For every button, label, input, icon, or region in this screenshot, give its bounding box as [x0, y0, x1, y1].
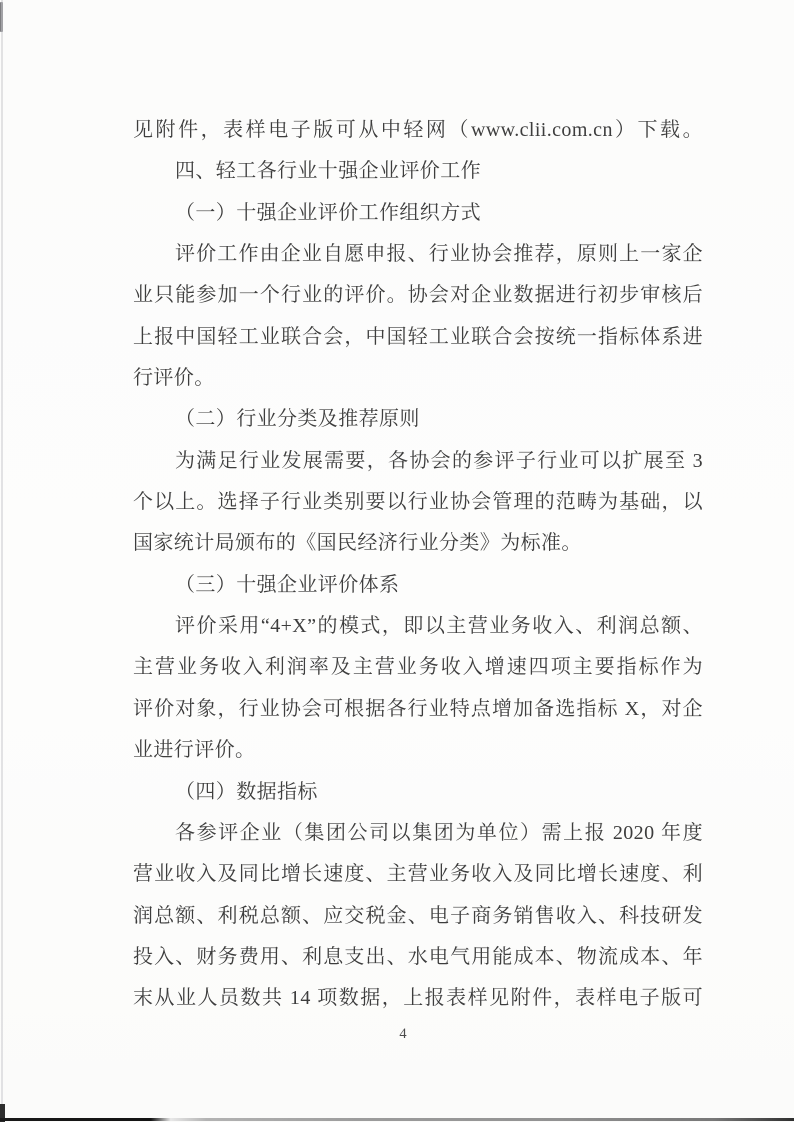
- text-line: 评价工作由企业自愿申报、行业协会推荐，原则上一家企: [175, 243, 703, 266]
- text-line: 主营业务收入利润率及主营业务收入增速四项主要指标作为: [133, 656, 703, 679]
- text-line: 为满足行业发展需要，各协会的参评子行业可以扩展至 3: [175, 449, 703, 472]
- text-line: 末从业人员数共 14 项数据，上报表样见附件，表样电子版可: [133, 987, 703, 1010]
- text-line: 润总额、利税总额、应交税金、电子商务销售收入、科技研发: [133, 904, 703, 927]
- text-line: （三）十强企业评价体系: [175, 573, 400, 596]
- text-line: 见附件，表样电子版可从中轻网（www.clii.com.cn）下载。: [133, 119, 703, 141]
- page-number: 4: [399, 1026, 407, 1042]
- text-line: 行评价。: [133, 367, 215, 390]
- text-line: （四）数据指标: [175, 780, 318, 803]
- text-line: （二）行业分类及推荐原则: [175, 408, 420, 431]
- text-line: 上报中国轻工业联合会，中国轻工业联合会按统一指标体系进: [133, 325, 703, 348]
- text-line: 评价对象，行业协会可根据各行业特点增加备选指标 X，对企: [133, 697, 703, 720]
- text-line: 国家统计局颁布的《国民经济行业分类》为标准。: [133, 532, 582, 555]
- scan-artifact-left-edge: [1, 0, 3, 1122]
- text-line: 业只能参加一个行业的评价。协会对企业数据进行初步审核后: [133, 284, 703, 307]
- text-line: 营业收入及同比增长速度、主营业务收入及同比增长速度、利: [133, 863, 703, 886]
- text-line: 各参评企业（集团公司以集团为单位）需上报 2020 年度: [175, 821, 703, 844]
- scan-artifact-bottom-edge: [0, 1118, 794, 1121]
- text-line: 业进行评价。: [133, 739, 256, 762]
- document-body: [133, 110, 703, 1020]
- text-line: 个以上。选择子行业类别要以行业协会管理的范畴为基础，以: [133, 491, 703, 514]
- text-line: 投入、财务费用、利息支出、水电气用能成本、物流成本、年: [133, 945, 703, 968]
- text-line: 四、轻工各行业十强企业评价工作: [175, 160, 481, 183]
- text-line: （一）十强企业评价工作组织方式: [175, 201, 481, 224]
- text-line: 评价采用“4+X”的模式，即以主营业务收入、利润总额、: [175, 615, 703, 638]
